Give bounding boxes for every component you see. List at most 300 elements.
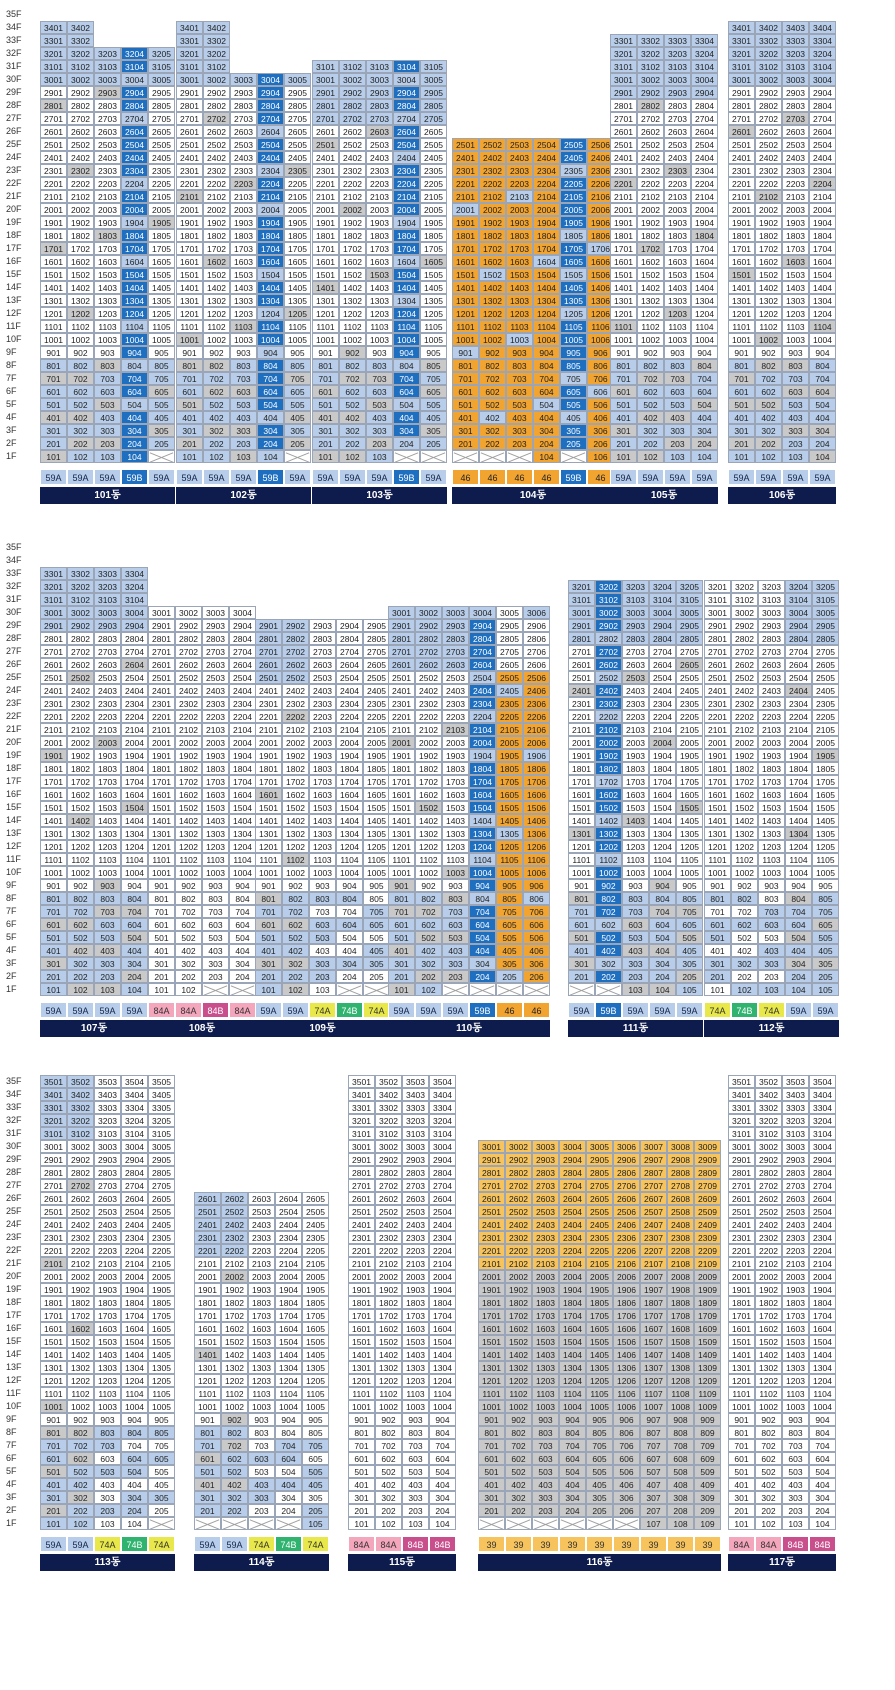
unit-cell[interactable]: 901 [388, 879, 415, 892]
unit-cell[interactable]: 3101 [728, 60, 755, 73]
unit-cell[interactable]: 205 [560, 437, 587, 450]
unit-cell[interactable]: 101 [148, 983, 175, 996]
unit-cell[interactable]: 1903 [309, 749, 336, 762]
unit-cell[interactable]: 604 [469, 918, 496, 931]
unit-cell[interactable]: 3203 [94, 580, 121, 593]
unit-cell[interactable]: 109 [694, 1517, 721, 1530]
unit-cell[interactable]: 2901 [728, 86, 755, 99]
unit-cell[interactable]: 1401 [610, 281, 637, 294]
unit-cell[interactable]: 501 [610, 398, 637, 411]
unit-cell[interactable]: 1601 [348, 1322, 375, 1335]
unit-cell[interactable]: 404 [121, 944, 148, 957]
unit-cell[interactable]: 1004 [809, 333, 836, 346]
unit-cell[interactable]: 2105 [560, 190, 587, 203]
unit-cell[interactable] [229, 983, 256, 996]
unit-cell[interactable]: 907 [640, 1413, 667, 1426]
unit-cell[interactable]: 504 [393, 398, 420, 411]
unit-cell[interactable]: 2701 [40, 1179, 67, 1192]
unit-cell[interactable]: 501 [40, 398, 67, 411]
unit-cell[interactable]: 2103 [532, 1257, 559, 1270]
unit-cell[interactable]: 2004 [121, 203, 148, 216]
unit-cell[interactable]: 3101 [610, 60, 637, 73]
unit-cell[interactable]: 1304 [533, 294, 560, 307]
unit-cell[interactable]: 1401 [728, 281, 755, 294]
unit-cell[interactable]: 301 [704, 957, 731, 970]
unit-cell[interactable]: 2202 [67, 710, 94, 723]
unit-cell[interactable]: 2704 [121, 112, 148, 125]
unit-cell[interactable]: 1704 [785, 775, 812, 788]
unit-cell[interactable]: 605 [284, 385, 311, 398]
unit-cell[interactable]: 2605 [148, 1192, 175, 1205]
unit-cell[interactable]: 503 [506, 398, 533, 411]
unit-cell[interactable]: 2904 [336, 619, 363, 632]
unit-cell[interactable]: 2105 [363, 723, 390, 736]
unit-cell[interactable]: 502 [505, 1465, 532, 1478]
unit-cell[interactable]: 2001 [148, 736, 175, 749]
unit-cell[interactable]: 2401 [348, 1218, 375, 1231]
unit-cell[interactable]: 205 [586, 1504, 613, 1517]
unit-cell[interactable]: 904 [229, 879, 256, 892]
unit-cell[interactable]: 3302 [67, 567, 94, 580]
unit-cell[interactable]: 1402 [731, 814, 758, 827]
unit-cell[interactable]: 1901 [478, 1283, 505, 1296]
unit-cell[interactable]: 903 [442, 879, 469, 892]
unit-cell[interactable]: 1604 [649, 788, 676, 801]
unit-cell[interactable]: 2704 [393, 112, 420, 125]
unit-cell[interactable]: 2002 [505, 1270, 532, 1283]
unit-cell[interactable]: 2204 [691, 177, 718, 190]
unit-cell[interactable]: 2706 [613, 1179, 640, 1192]
unit-cell[interactable]: 305 [420, 424, 447, 437]
unit-cell[interactable]: 2802 [203, 99, 230, 112]
unit-cell[interactable]: 903 [622, 879, 649, 892]
unit-cell[interactable]: 1205 [363, 840, 390, 853]
unit-cell[interactable]: 1703 [622, 775, 649, 788]
unit-cell[interactable]: 3003 [202, 606, 229, 619]
unit-cell[interactable]: 101 [728, 1517, 755, 1530]
unit-cell[interactable]: 703 [248, 1439, 275, 1452]
unit-cell[interactable]: 202 [755, 437, 782, 450]
unit-cell[interactable]: 1201 [610, 307, 637, 320]
unit-cell[interactable]: 2806 [523, 632, 550, 645]
unit-cell[interactable]: 1104 [469, 853, 496, 866]
unit-cell[interactable]: 3103 [366, 60, 393, 73]
unit-cell[interactable]: 303 [94, 1491, 121, 1504]
unit-cell[interactable]: 1302 [755, 294, 782, 307]
unit-cell[interactable]: 1403 [622, 814, 649, 827]
unit-cell[interactable]: 207 [640, 1504, 667, 1517]
unit-cell[interactable]: 1302 [221, 1361, 248, 1374]
unit-cell[interactable]: 2305 [676, 697, 703, 710]
unit-cell[interactable]: 1006 [523, 866, 550, 879]
unit-cell[interactable]: 204 [469, 970, 496, 983]
unit-cell[interactable]: 1601 [194, 1322, 221, 1335]
unit-cell[interactable]: 2004 [691, 203, 718, 216]
unit-cell[interactable]: 404 [121, 411, 148, 424]
unit-cell[interactable]: 901 [452, 346, 479, 359]
unit-cell[interactable]: 2004 [469, 736, 496, 749]
unit-cell[interactable]: 2403 [532, 1218, 559, 1231]
unit-cell[interactable]: 3203 [402, 1114, 429, 1127]
unit-cell[interactable]: 1101 [194, 1387, 221, 1400]
unit-cell[interactable]: 1901 [728, 1283, 755, 1296]
unit-cell[interactable]: 2604 [121, 125, 148, 138]
unit-cell[interactable]: 1703 [442, 775, 469, 788]
unit-cell[interactable]: 1301 [478, 1361, 505, 1374]
unit-cell[interactable]: 2905 [496, 619, 523, 632]
unit-cell[interactable]: 2703 [758, 645, 785, 658]
unit-cell[interactable]: 1204 [393, 307, 420, 320]
unit-cell[interactable]: 2805 [676, 632, 703, 645]
unit-cell[interactable]: 204 [559, 1504, 586, 1517]
unit-cell[interactable]: 1109 [694, 1387, 721, 1400]
unit-cell[interactable]: 201 [40, 437, 67, 450]
unit-cell[interactable]: 2501 [176, 138, 203, 151]
unit-cell[interactable]: 2804 [809, 99, 836, 112]
unit-cell[interactable]: 2601 [388, 658, 415, 671]
unit-cell[interactable]: 2404 [275, 1218, 302, 1231]
unit-cell[interactable]: 305 [496, 957, 523, 970]
unit-cell[interactable]: 1604 [809, 1322, 836, 1335]
unit-cell[interactable]: 1704 [336, 775, 363, 788]
unit-cell[interactable]: 402 [67, 944, 94, 957]
unit-cell[interactable]: 2301 [728, 164, 755, 177]
unit-cell[interactable]: 1306 [523, 827, 550, 840]
unit-cell[interactable]: 2605 [148, 125, 175, 138]
unit-cell[interactable]: 2301 [312, 164, 339, 177]
unit-cell[interactable]: 3302 [375, 1101, 402, 1114]
unit-cell[interactable]: 302 [67, 1491, 94, 1504]
unit-cell[interactable]: 2903 [402, 1153, 429, 1166]
unit-cell[interactable]: 2304 [121, 1231, 148, 1244]
unit-cell[interactable]: 1404 [559, 1348, 586, 1361]
unit-cell[interactable]: 603 [94, 1452, 121, 1465]
unit-cell[interactable]: 1802 [339, 229, 366, 242]
unit-cell[interactable]: 3301 [40, 1101, 67, 1114]
unit-cell[interactable] [148, 1517, 175, 1530]
unit-cell[interactable]: 304 [229, 957, 256, 970]
unit-cell[interactable]: 1001 [40, 866, 67, 879]
unit-cell[interactable]: 3002 [505, 1140, 532, 1153]
unit-cell[interactable]: 1005 [148, 333, 175, 346]
unit-cell[interactable]: 304 [469, 957, 496, 970]
unit-cell[interactable]: 2303 [248, 1231, 275, 1244]
unit-cell[interactable]: 303 [532, 1491, 559, 1504]
unit-cell[interactable]: 2101 [704, 723, 731, 736]
unit-cell[interactable]: 1105 [148, 1387, 175, 1400]
unit-cell[interactable]: 2205 [420, 177, 447, 190]
unit-cell[interactable]: 405 [420, 411, 447, 424]
unit-cell[interactable]: 3303 [782, 1101, 809, 1114]
unit-cell[interactable]: 1602 [375, 1322, 402, 1335]
unit-cell[interactable]: 1804 [533, 229, 560, 242]
unit-cell[interactable]: 2302 [479, 164, 506, 177]
unit-cell[interactable]: 1803 [94, 762, 121, 775]
unit-cell[interactable]: 2502 [415, 671, 442, 684]
unit-cell[interactable]: 901 [348, 1413, 375, 1426]
unit-cell[interactable]: 1003 [758, 866, 785, 879]
unit-cell[interactable]: 1802 [479, 229, 506, 242]
unit-cell[interactable]: 1902 [375, 1283, 402, 1296]
unit-cell[interactable]: 1804 [429, 1296, 456, 1309]
unit-cell[interactable]: 505 [284, 398, 311, 411]
unit-cell[interactable]: 1104 [275, 1387, 302, 1400]
unit-cell[interactable]: 1101 [255, 853, 282, 866]
unit-cell[interactable]: 1905 [148, 216, 175, 229]
unit-cell[interactable]: 602 [755, 385, 782, 398]
unit-cell[interactable]: 402 [505, 1478, 532, 1491]
unit-cell[interactable]: 2801 [728, 99, 755, 112]
unit-cell[interactable]: 201 [452, 437, 479, 450]
unit-cell[interactable]: 1203 [366, 307, 393, 320]
unit-cell[interactable]: 504 [809, 398, 836, 411]
unit-cell[interactable]: 901 [610, 346, 637, 359]
unit-cell[interactable]: 1103 [664, 320, 691, 333]
unit-cell[interactable]: 2302 [731, 697, 758, 710]
unit-cell[interactable]: 704 [336, 905, 363, 918]
unit-cell[interactable]: 1605 [676, 788, 703, 801]
unit-cell[interactable]: 1703 [758, 775, 785, 788]
unit-cell[interactable]: 805 [586, 1426, 613, 1439]
unit-cell[interactable]: 105 [302, 1517, 329, 1530]
unit-cell[interactable]: 1002 [479, 333, 506, 346]
unit-cell[interactable]: 2707 [640, 1179, 667, 1192]
unit-cell[interactable]: 2508 [667, 1205, 694, 1218]
unit-cell[interactable]: 2505 [560, 138, 587, 151]
unit-cell[interactable]: 801 [40, 359, 67, 372]
unit-cell[interactable]: 1805 [148, 229, 175, 242]
unit-cell[interactable]: 2602 [415, 658, 442, 671]
unit-cell[interactable]: 1905 [363, 749, 390, 762]
unit-cell[interactable]: 1901 [704, 749, 731, 762]
unit-cell[interactable]: 306 [613, 1491, 640, 1504]
unit-cell[interactable]: 2003 [532, 1270, 559, 1283]
unit-cell[interactable]: 502 [282, 931, 309, 944]
unit-cell[interactable]: 1703 [94, 242, 121, 255]
unit-cell[interactable]: 2405 [284, 151, 311, 164]
unit-cell[interactable]: 1902 [339, 216, 366, 229]
unit-cell[interactable]: 3003 [664, 73, 691, 86]
unit-cell[interactable]: 1903 [94, 749, 121, 762]
unit-cell[interactable]: 1101 [40, 1387, 67, 1400]
unit-cell[interactable]: 1205 [284, 307, 311, 320]
unit-cell[interactable]: 602 [282, 918, 309, 931]
unit-cell[interactable]: 603 [782, 385, 809, 398]
unit-cell[interactable]: 2405 [676, 684, 703, 697]
unit-cell[interactable]: 1805 [496, 762, 523, 775]
unit-cell[interactable]: 903 [532, 1413, 559, 1426]
unit-cell[interactable]: 2009 [694, 1270, 721, 1283]
unit-cell[interactable]: 802 [339, 359, 366, 372]
unit-cell[interactable]: 1305 [496, 827, 523, 840]
unit-cell[interactable]: 3402 [203, 21, 230, 34]
unit-cell[interactable]: 1605 [363, 788, 390, 801]
unit-cell[interactable]: 2002 [67, 203, 94, 216]
unit-cell[interactable]: 2702 [595, 645, 622, 658]
unit-cell[interactable]: 2404 [649, 684, 676, 697]
unit-cell[interactable]: 1302 [755, 1361, 782, 1374]
unit-cell[interactable]: 1205 [676, 840, 703, 853]
unit-cell[interactable]: 1805 [302, 1296, 329, 1309]
unit-cell[interactable]: 2001 [728, 203, 755, 216]
unit-cell[interactable]: 2901 [312, 86, 339, 99]
unit-cell[interactable]: 406 [523, 944, 550, 957]
unit-cell[interactable]: 2201 [478, 1244, 505, 1257]
unit-cell[interactable]: 905 [812, 879, 839, 892]
unit-cell[interactable]: 103 [230, 450, 257, 463]
unit-cell[interactable]: 2601 [728, 125, 755, 138]
unit-cell[interactable]: 2005 [496, 736, 523, 749]
unit-cell[interactable]: 2002 [375, 1270, 402, 1283]
unit-cell[interactable]: 1801 [40, 1296, 67, 1309]
unit-cell[interactable]: 1501 [610, 268, 637, 281]
unit-cell[interactable]: 1203 [230, 307, 257, 320]
unit-cell[interactable]: 1301 [388, 827, 415, 840]
unit-cell[interactable]: 2905 [676, 619, 703, 632]
unit-cell[interactable]: 3304 [809, 1101, 836, 1114]
unit-cell[interactable]: 505 [148, 1465, 175, 1478]
unit-cell[interactable]: 803 [94, 359, 121, 372]
unit-cell[interactable]: 403 [758, 944, 785, 957]
unit-cell[interactable]: 2405 [420, 151, 447, 164]
unit-cell[interactable]: 1602 [505, 1322, 532, 1335]
unit-cell[interactable]: 705 [363, 905, 390, 918]
unit-cell[interactable]: 602 [221, 1452, 248, 1465]
unit-cell[interactable]: 809 [694, 1426, 721, 1439]
unit-cell[interactable]: 702 [375, 1439, 402, 1452]
unit-cell[interactable]: 1804 [275, 1296, 302, 1309]
unit-cell[interactable]: 2702 [637, 112, 664, 125]
unit-cell[interactable]: 2103 [202, 723, 229, 736]
unit-cell[interactable]: 2901 [728, 1153, 755, 1166]
unit-cell[interactable]: 1602 [282, 788, 309, 801]
unit-cell[interactable] [532, 1517, 559, 1530]
unit-cell[interactable]: 701 [610, 372, 637, 385]
unit-cell[interactable]: 1805 [420, 229, 447, 242]
unit-cell[interactable]: 502 [479, 398, 506, 411]
unit-cell[interactable]: 801 [148, 892, 175, 905]
unit-cell[interactable]: 2001 [312, 203, 339, 216]
unit-cell[interactable]: 2102 [755, 1257, 782, 1270]
unit-cell[interactable]: 2901 [478, 1153, 505, 1166]
unit-cell[interactable]: 2901 [348, 1153, 375, 1166]
unit-cell[interactable]: 1701 [704, 775, 731, 788]
unit-cell[interactable]: 202 [67, 437, 94, 450]
unit-cell[interactable]: 701 [388, 905, 415, 918]
unit-cell[interactable]: 2205 [812, 710, 839, 723]
unit-cell[interactable]: 1202 [67, 840, 94, 853]
unit-cell[interactable]: 701 [452, 372, 479, 385]
unit-cell[interactable]: 1301 [452, 294, 479, 307]
unit-cell[interactable]: 2303 [94, 164, 121, 177]
unit-cell[interactable]: 2303 [782, 164, 809, 177]
unit-cell[interactable]: 405 [496, 944, 523, 957]
unit-cell[interactable]: 1001 [704, 866, 731, 879]
unit-cell[interactable]: 1701 [568, 775, 595, 788]
unit-cell[interactable]: 1505 [420, 268, 447, 281]
unit-cell[interactable]: 1402 [282, 814, 309, 827]
unit-cell[interactable]: 2704 [229, 645, 256, 658]
unit-cell[interactable]: 803 [402, 1426, 429, 1439]
unit-cell[interactable]: 604 [429, 1452, 456, 1465]
unit-cell[interactable]: 2501 [194, 1205, 221, 1218]
unit-cell[interactable]: 2501 [255, 671, 282, 684]
unit-cell[interactable]: 406 [613, 1478, 640, 1491]
unit-cell[interactable]: 2102 [203, 190, 230, 203]
unit-cell[interactable]: 1305 [812, 827, 839, 840]
unit-cell[interactable]: 2405 [496, 684, 523, 697]
unit-cell[interactable]: 603 [442, 918, 469, 931]
unit-cell[interactable]: 1506 [523, 801, 550, 814]
unit-cell[interactable]: 1201 [312, 307, 339, 320]
unit-cell[interactable]: 203 [622, 970, 649, 983]
unit-cell[interactable]: 3004 [809, 73, 836, 86]
unit-cell[interactable]: 2904 [785, 619, 812, 632]
unit-cell[interactable]: 504 [121, 931, 148, 944]
unit-cell[interactable]: 2608 [667, 1192, 694, 1205]
unit-cell[interactable]: 2301 [194, 1231, 221, 1244]
unit-cell[interactable]: 2305 [302, 1231, 329, 1244]
unit-cell[interactable]: 3005 [420, 73, 447, 86]
unit-cell[interactable]: 2203 [664, 177, 691, 190]
unit-cell[interactable]: 2104 [121, 190, 148, 203]
unit-cell[interactable]: 1201 [728, 1374, 755, 1387]
unit-cell[interactable]: 801 [194, 1426, 221, 1439]
unit-cell[interactable]: 1204 [809, 307, 836, 320]
unit-cell[interactable]: 3001 [478, 1140, 505, 1153]
unit-cell[interactable]: 1904 [121, 749, 148, 762]
unit-cell[interactable]: 803 [366, 359, 393, 372]
unit-cell[interactable]: 606 [613, 1452, 640, 1465]
unit-cell[interactable]: 705 [148, 372, 175, 385]
unit-cell[interactable]: 205 [363, 970, 390, 983]
unit-cell[interactable]: 1801 [255, 762, 282, 775]
unit-cell[interactable]: 3102 [731, 593, 758, 606]
unit-cell[interactable]: 2303 [758, 697, 785, 710]
unit-cell[interactable]: 1605 [302, 1322, 329, 1335]
unit-cell[interactable]: 103 [402, 1517, 429, 1530]
unit-cell[interactable]: 402 [731, 944, 758, 957]
unit-cell[interactable]: 2003 [782, 203, 809, 216]
unit-cell[interactable]: 802 [479, 359, 506, 372]
unit-cell[interactable]: 2504 [785, 671, 812, 684]
unit-cell[interactable]: 2802 [67, 1166, 94, 1179]
unit-cell[interactable]: 3105 [812, 593, 839, 606]
unit-cell[interactable]: 1103 [248, 1387, 275, 1400]
unit-cell[interactable]: 1102 [755, 320, 782, 333]
unit-cell[interactable] [221, 1517, 248, 1530]
unit-cell[interactable]: 1003 [94, 333, 121, 346]
unit-cell[interactable]: 2004 [275, 1270, 302, 1283]
unit-cell[interactable]: 1405 [302, 1348, 329, 1361]
unit-cell[interactable]: 2301 [388, 697, 415, 710]
unit-cell[interactable]: 2002 [203, 203, 230, 216]
unit-cell[interactable]: 2103 [94, 1257, 121, 1270]
unit-cell[interactable]: 103 [94, 983, 121, 996]
unit-cell[interactable]: 1101 [728, 320, 755, 333]
unit-cell[interactable]: 904 [809, 346, 836, 359]
unit-cell[interactable]: 401 [148, 944, 175, 957]
unit-cell[interactable]: 2901 [176, 86, 203, 99]
unit-cell[interactable]: 1901 [348, 1283, 375, 1296]
unit-cell[interactable]: 1201 [255, 840, 282, 853]
unit-cell[interactable]: 1701 [255, 775, 282, 788]
unit-cell[interactable]: 3403 [402, 1088, 429, 1101]
unit-cell[interactable]: 802 [375, 1426, 402, 1439]
unit-cell[interactable]: 2901 [40, 619, 67, 632]
unit-cell[interactable]: 603 [202, 918, 229, 931]
unit-cell[interactable]: 1503 [532, 1335, 559, 1348]
